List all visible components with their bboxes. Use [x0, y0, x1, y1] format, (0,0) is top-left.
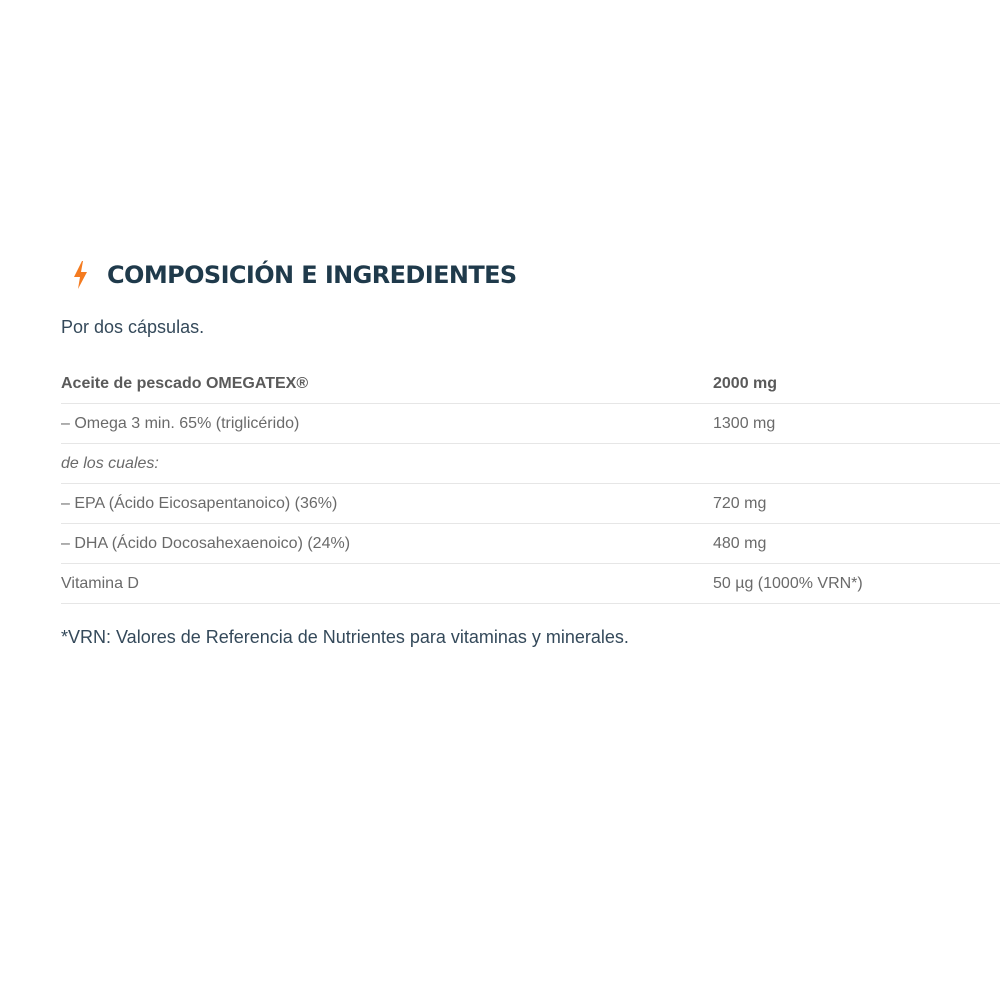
section-title: COMPOSICIÓN E INGREDIENTES [107, 261, 517, 289]
ingredient-amount: 2000 mg [713, 364, 1000, 404]
table-row [61, 564, 1000, 604]
ingredient-name: – DHA (Ácido Docosahexaenoico) (24%) [61, 524, 713, 564]
table-row [61, 364, 1000, 404]
ingredient-name: – Omega 3 min. 65% (triglicérido) [61, 404, 713, 444]
lightning-bolt-icon [71, 260, 91, 290]
ingredient-name: – EPA (Ácido Eicosapentanoico) (36%) [61, 484, 713, 524]
ingredient-name: Aceite de pescado OMEGATEX® [61, 364, 713, 404]
section-heading [61, 255, 1000, 295]
ingredient-amount: 1300 mg [713, 404, 1000, 444]
nutrition-table [61, 364, 1000, 604]
ingredient-amount: 50 µg (1000% VRN*) [713, 564, 1000, 604]
vrn-footnote: *VRN: Valores de Referencia de Nutrientes para vitaminas y minerales. [61, 627, 629, 647]
table-row [61, 484, 1000, 524]
ingredient-name: de los cuales: [61, 444, 713, 484]
ingredient-name: Vitamina D [61, 564, 713, 604]
ingredient-amount: 480 mg [713, 524, 1000, 564]
composition-section [61, 255, 1000, 648]
ingredient-amount: 720 mg [713, 484, 1000, 524]
table-row [61, 404, 1000, 444]
table-row [61, 524, 1000, 564]
table-row [61, 444, 1000, 484]
ingredient-amount [713, 444, 1000, 484]
serving-intro: Por dos cápsulas. [61, 317, 205, 337]
